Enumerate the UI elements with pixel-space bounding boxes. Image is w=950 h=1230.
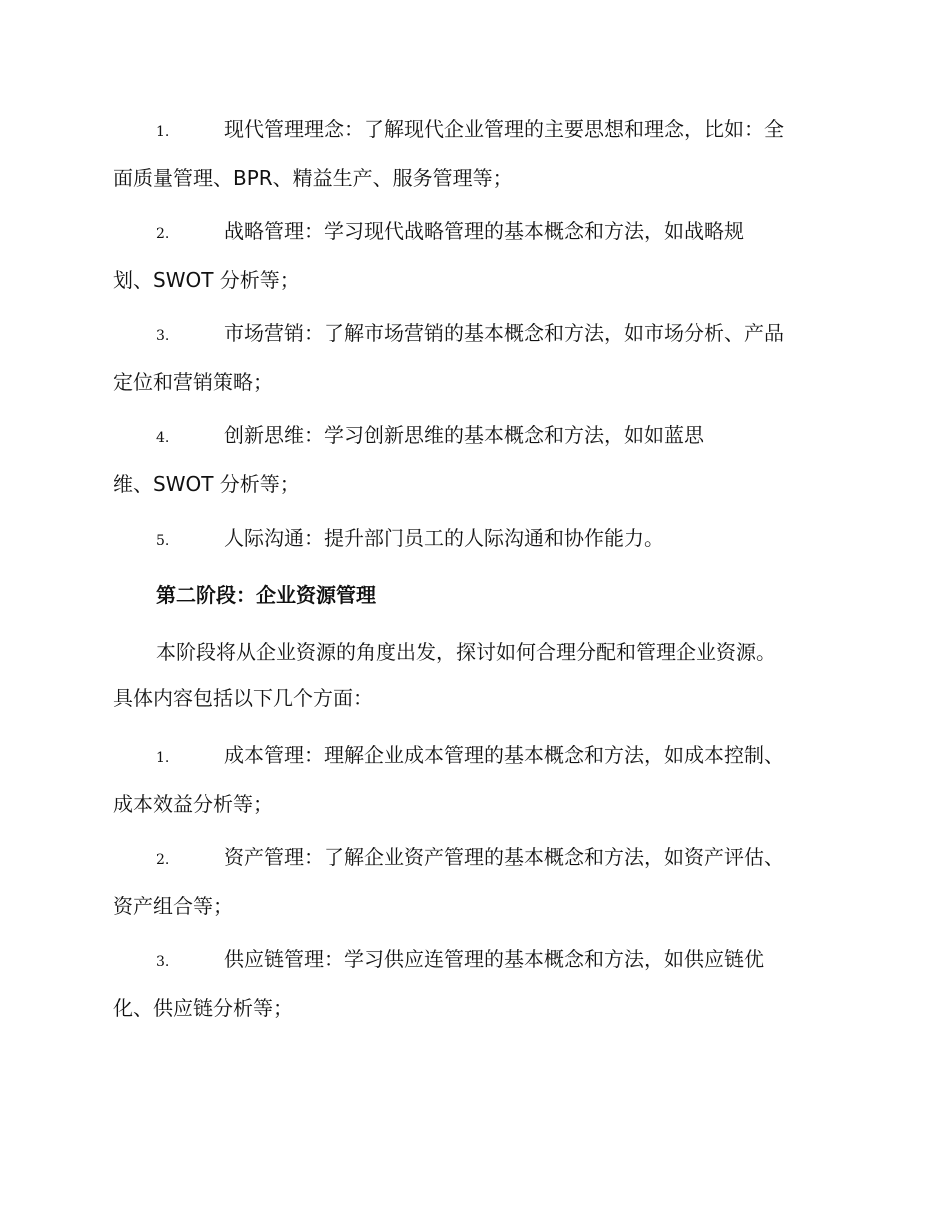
list-text: 资产管理：了解企业资产管理的基本概念和方法，如资产评估、 bbox=[224, 845, 784, 869]
list-text-continued: 面质量管理、BPR、精益生产、服务管理等； bbox=[113, 166, 513, 190]
list-number: 1. bbox=[156, 750, 170, 766]
list-text-continued: 资产组合等； bbox=[113, 894, 233, 918]
list-item bbox=[113, 732, 838, 827]
section-heading: 第二阶段：企业资源管理 bbox=[156, 583, 376, 607]
list-number: 1. bbox=[156, 124, 170, 140]
list-text: 现代管理理念：了解现代企业管理的主要思想和理念，比如：全 bbox=[224, 117, 784, 141]
list-number: 2. bbox=[156, 852, 170, 868]
list-item bbox=[113, 208, 838, 303]
list-text: 创新思维：学习创新思维的基本概念和方法，如如蓝思 bbox=[224, 423, 704, 447]
list-text-continued: 定位和营销策略； bbox=[113, 370, 273, 394]
list-item bbox=[113, 412, 838, 507]
list-text-continued: 维、SWOT 分析等； bbox=[113, 472, 300, 496]
list-text-continued: 划、SWOT 分析等； bbox=[113, 268, 300, 292]
list-text: 市场营销：了解市场营销的基本概念和方法，如市场分析、产品 bbox=[224, 321, 784, 345]
intro-line: 本阶段将从企业资源的角度出发，探讨如何合理分配和管理企业资源。 bbox=[156, 640, 776, 664]
list-number: 2. bbox=[156, 226, 170, 242]
list-item bbox=[113, 310, 838, 405]
list-text: 供应链管理：学习供应连管理的基本概念和方法，如供应链优 bbox=[224, 947, 764, 971]
intro-paragraph bbox=[113, 629, 838, 721]
list-text-continued: 化、供应链分析等； bbox=[113, 996, 293, 1020]
list-item bbox=[113, 936, 838, 1031]
list-text: 成本管理：理解企业成本管理的基本概念和方法，如成本控制、 bbox=[224, 743, 784, 767]
list-item bbox=[113, 515, 838, 564]
list-item bbox=[113, 106, 838, 201]
list-text: 战略管理：学习现代战略管理的基本概念和方法，如战略规 bbox=[224, 219, 744, 243]
list-item bbox=[113, 834, 838, 929]
list-number: 4. bbox=[156, 430, 170, 446]
list-text: 人际沟通：提升部门员工的人际沟通和协作能力。 bbox=[224, 526, 664, 550]
intro-line: 具体内容包括以下几个方面： bbox=[113, 686, 373, 710]
list-text-continued: 成本效益分析等； bbox=[113, 792, 273, 816]
list-number: 3. bbox=[156, 328, 170, 344]
list-number: 5. bbox=[156, 533, 170, 549]
list-number: 3. bbox=[156, 954, 170, 970]
